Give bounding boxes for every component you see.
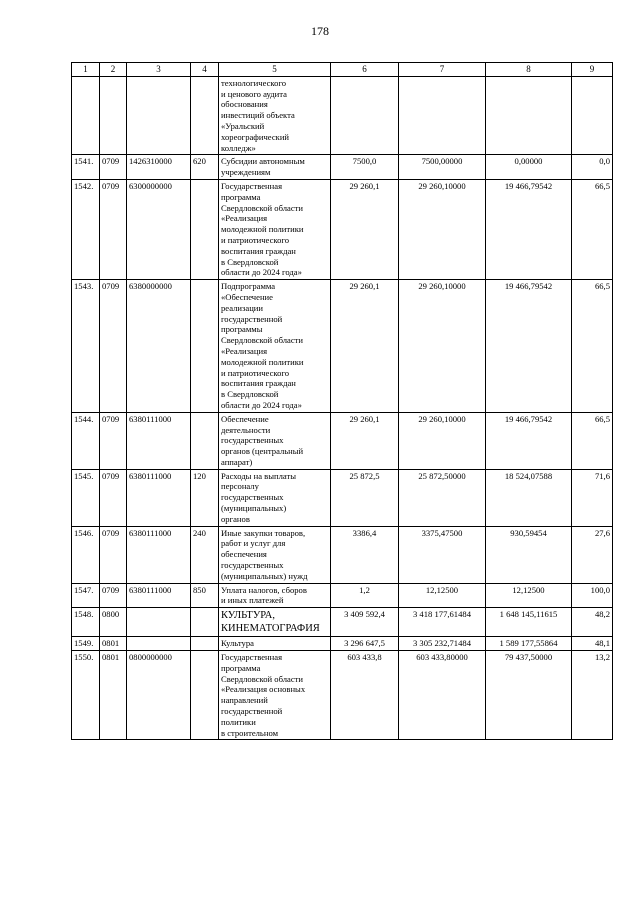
expense-type-cell: 240 bbox=[191, 526, 219, 583]
target-article-cell: 6380111000 bbox=[127, 469, 191, 526]
row-number-cell: 1549. bbox=[72, 637, 100, 651]
row-number-cell: 1541. bbox=[72, 155, 100, 180]
row-number-cell: 1550. bbox=[72, 651, 100, 740]
row-number-cell bbox=[72, 76, 100, 155]
name-cell: Иные закупки товаров, работ и услуг для обеспечения государственных (муниципальных) нужд bbox=[219, 526, 331, 583]
percent-cell: 66,5 bbox=[572, 179, 613, 279]
approved-amount-cell: 12,12500 bbox=[399, 583, 486, 608]
plan-amount-cell: 7500,0 bbox=[331, 155, 399, 180]
approved-amount-cell: 29 260,10000 bbox=[399, 280, 486, 413]
approved-amount-cell: 7500,00000 bbox=[399, 155, 486, 180]
plan-amount-cell: 1,2 bbox=[331, 583, 399, 608]
column-header: 8 bbox=[486, 63, 572, 77]
table-row bbox=[72, 637, 613, 651]
table-row bbox=[72, 412, 613, 469]
percent-cell: 13,2 bbox=[572, 651, 613, 740]
section-code-cell: 0800 bbox=[100, 608, 127, 637]
expense-type-cell: 850 bbox=[191, 583, 219, 608]
column-header: 5 bbox=[219, 63, 331, 77]
column-header: 7 bbox=[399, 63, 486, 77]
approved-amount-cell bbox=[399, 76, 486, 155]
name-cell: Государственная программа Свердловской области «Реализация основных направлений государственной политики в строительном bbox=[219, 651, 331, 740]
table-row bbox=[72, 469, 613, 526]
row-number-cell: 1545. bbox=[72, 469, 100, 526]
table-body bbox=[72, 76, 613, 740]
plan-amount-cell: 29 260,1 bbox=[331, 280, 399, 413]
executed-amount-cell: 1 589 177,55864 bbox=[486, 637, 572, 651]
plan-amount-cell: 29 260,1 bbox=[331, 412, 399, 469]
approved-amount-cell: 3 418 177,61484 bbox=[399, 608, 486, 637]
column-header: 6 bbox=[331, 63, 399, 77]
plan-amount-cell: 3 409 592,4 bbox=[331, 608, 399, 637]
plan-amount-cell: 603 433,8 bbox=[331, 651, 399, 740]
name-cell: технологического и ценового аудита обоснования инвестиций объекта «Уральский хореографический колледж» bbox=[219, 76, 331, 155]
name-cell: КУЛЬТУРА, КИНЕМАТОГРАФИЯ bbox=[219, 608, 331, 637]
executed-amount-cell: 0,00000 bbox=[486, 155, 572, 180]
expense-type-cell bbox=[191, 76, 219, 155]
target-article-cell: 6380111000 bbox=[127, 412, 191, 469]
name-cell: Расходы на выплаты персоналу государственных (муниципальных) органов bbox=[219, 469, 331, 526]
name-cell: Обеспечение деятельности государственных органов (центральный аппарат) bbox=[219, 412, 331, 469]
row-number-cell: 1547. bbox=[72, 583, 100, 608]
column-header: 3 bbox=[127, 63, 191, 77]
executed-amount-cell: 930,59454 bbox=[486, 526, 572, 583]
name-cell: Подпрограмма «Обеспечение реализации государственной программы Свердловской области «Реализация молодежной политики и патриотического воспитания граждан в Свердловской области до 2024 года» bbox=[219, 280, 331, 413]
section-code-cell: 0709 bbox=[100, 280, 127, 413]
column-header: 4 bbox=[191, 63, 219, 77]
row-number-cell: 1543. bbox=[72, 280, 100, 413]
plan-amount-cell: 3386,4 bbox=[331, 526, 399, 583]
target-article-cell: 6380111000 bbox=[127, 526, 191, 583]
header-row bbox=[72, 63, 613, 77]
column-header: 2 bbox=[100, 63, 127, 77]
table-row bbox=[72, 608, 613, 637]
page-number: 178 bbox=[311, 24, 329, 38]
executed-amount-cell: 19 466,79542 bbox=[486, 280, 572, 413]
percent-cell: 71,6 bbox=[572, 469, 613, 526]
table-row bbox=[72, 76, 613, 155]
plan-amount-cell: 25 872,5 bbox=[331, 469, 399, 526]
expense-type-cell bbox=[191, 412, 219, 469]
percent-cell: 27,6 bbox=[572, 526, 613, 583]
row-number-cell: 1546. bbox=[72, 526, 100, 583]
percent-cell: 66,5 bbox=[572, 280, 613, 413]
target-article-cell bbox=[127, 637, 191, 651]
row-number-cell: 1548. bbox=[72, 608, 100, 637]
target-article-cell: 6380000000 bbox=[127, 280, 191, 413]
executed-amount-cell bbox=[486, 76, 572, 155]
table-row bbox=[72, 526, 613, 583]
expense-type-cell: 620 bbox=[191, 155, 219, 180]
percent-cell: 0,0 bbox=[572, 155, 613, 180]
percent-cell bbox=[572, 76, 613, 155]
expense-type-cell bbox=[191, 608, 219, 637]
expense-type-cell bbox=[191, 651, 219, 740]
executed-amount-cell: 79 437,50000 bbox=[486, 651, 572, 740]
approved-amount-cell: 3375,47500 bbox=[399, 526, 486, 583]
table-row bbox=[72, 155, 613, 180]
percent-cell: 48,1 bbox=[572, 637, 613, 651]
target-article-cell: 0800000000 bbox=[127, 651, 191, 740]
approved-amount-cell: 603 433,80000 bbox=[399, 651, 486, 740]
approved-amount-cell: 29 260,10000 bbox=[399, 179, 486, 279]
approved-amount-cell: 3 305 232,71484 bbox=[399, 637, 486, 651]
approved-amount-cell: 25 872,50000 bbox=[399, 469, 486, 526]
section-code-cell: 0709 bbox=[100, 155, 127, 180]
executed-amount-cell: 19 466,79542 bbox=[486, 412, 572, 469]
percent-cell: 48,2 bbox=[572, 608, 613, 637]
percent-cell: 66,5 bbox=[572, 412, 613, 469]
section-code-cell: 0709 bbox=[100, 469, 127, 526]
expense-type-cell bbox=[191, 280, 219, 413]
expense-type-cell bbox=[191, 179, 219, 279]
plan-amount-cell: 29 260,1 bbox=[331, 179, 399, 279]
table-row bbox=[72, 583, 613, 608]
section-code-cell: 0709 bbox=[100, 526, 127, 583]
name-cell: Уплата налогов, сборов и иных платежей bbox=[219, 583, 331, 608]
section-code-cell: 0801 bbox=[100, 637, 127, 651]
target-article-cell bbox=[127, 608, 191, 637]
plan-amount-cell bbox=[331, 76, 399, 155]
plan-amount-cell: 3 296 647,5 bbox=[331, 637, 399, 651]
executed-amount-cell: 19 466,79542 bbox=[486, 179, 572, 279]
target-article-cell: 6300000000 bbox=[127, 179, 191, 279]
table-row bbox=[72, 179, 613, 279]
table-row bbox=[72, 651, 613, 740]
percent-cell: 100,0 bbox=[572, 583, 613, 608]
section-code-cell: 0801 bbox=[100, 651, 127, 740]
name-cell: Государственная программа Свердловской области «Реализация молодежной политики и патриотического воспитания граждан в Свердловской области до 2024 года» bbox=[219, 179, 331, 279]
target-article-cell: 6380111000 bbox=[127, 583, 191, 608]
name-cell: Культура bbox=[219, 637, 331, 651]
column-header: 1 bbox=[72, 63, 100, 77]
name-cell: Субсидии автономным учреждениям bbox=[219, 155, 331, 180]
table-row bbox=[72, 280, 613, 413]
section-code-cell: 0709 bbox=[100, 583, 127, 608]
column-header: 9 bbox=[572, 63, 613, 77]
executed-amount-cell: 18 524,07588 bbox=[486, 469, 572, 526]
target-article-cell bbox=[127, 76, 191, 155]
expense-type-cell bbox=[191, 637, 219, 651]
executed-amount-cell: 12,12500 bbox=[486, 583, 572, 608]
section-code-cell: 0709 bbox=[100, 179, 127, 279]
approved-amount-cell: 29 260,10000 bbox=[399, 412, 486, 469]
budget-table bbox=[71, 62, 613, 740]
section-code-cell bbox=[100, 76, 127, 155]
target-article-cell: 1426310000 bbox=[127, 155, 191, 180]
section-code-cell: 0709 bbox=[100, 412, 127, 469]
row-number-cell: 1544. bbox=[72, 412, 100, 469]
row-number-cell: 1542. bbox=[72, 179, 100, 279]
expense-type-cell: 120 bbox=[191, 469, 219, 526]
executed-amount-cell: 1 648 145,11615 bbox=[486, 608, 572, 637]
